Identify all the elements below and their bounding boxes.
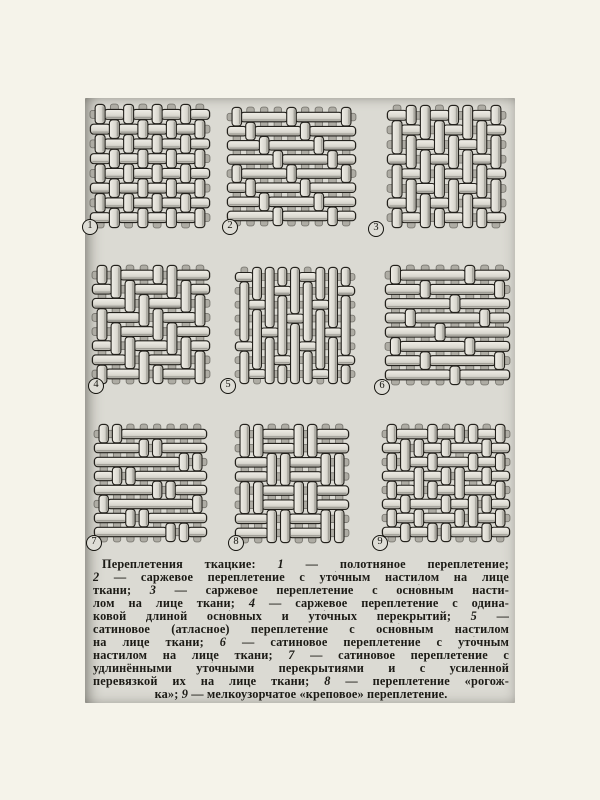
figure-number-2: 2: [222, 219, 238, 235]
weave-pattern-satin_warp: [238, 270, 352, 381]
caption-line: ковой длиной осно́вных и уто́чных перекрытий; 5 —: [93, 610, 509, 623]
caption-line: перевязкой их на лице ткани; 8 — переплетение «рогож-: [93, 675, 509, 688]
figure-number-7: 7: [86, 535, 102, 551]
weave-pattern-crepe: [385, 427, 507, 539]
caption-line: настилом на лице ткани; 7 — сатиновое переплетение с: [93, 649, 509, 662]
caption-line: удлинёнными уто́чными перекрытиями и с усиленной: [93, 662, 509, 675]
caption-line: на лице ткани; 6 — сатиновое переплетение с уто́чным: [93, 636, 509, 649]
weave-figure-4: [93, 268, 207, 390]
figure-number-8: 8: [228, 535, 244, 551]
caption-line: Переплетения ткацкие: 1 — полотняное переплетение;: [102, 558, 509, 571]
caption-line: сатиновое (атласное) переплетение с осно́вным настилом: [93, 623, 509, 636]
weave-figure-7: [91, 427, 204, 547]
figure-number-6: 6: [374, 379, 390, 395]
weave-figure-1: [87, 107, 207, 231]
weave-figure-8: [233, 427, 346, 547]
weave-pattern-basket: [238, 427, 346, 540]
weave-pattern-twill_warp: [390, 108, 503, 225]
figure-number-5: 5: [220, 378, 236, 394]
figure-caption: [93, 558, 509, 701]
caption-line: 2 — саржевое переплетение с уто́чным настилом на лице: [93, 571, 509, 584]
figure-number-9: 9: [372, 535, 388, 551]
scanned-page: [85, 98, 515, 703]
weave-figure-5: [225, 270, 352, 390]
weave-figure-6: [379, 268, 507, 391]
caption-line: ткани; 3 — саржевое переплетение с осно́вным насти-: [93, 584, 509, 597]
weave-pattern-satin_weft_long: [97, 427, 204, 539]
weave-figure-2: [227, 110, 353, 231]
weave-figure-3: [373, 108, 503, 233]
caption-line: ка»; 9 — мелкоузорчатое «креповое» переплетение.: [154, 688, 448, 701]
weave-figure-9: [377, 427, 507, 547]
weave-pattern-twill_weft: [230, 110, 353, 223]
figure-number-4: 4: [88, 378, 104, 394]
weave-pattern-plain: [93, 107, 207, 225]
figure-number-3: 3: [368, 221, 384, 237]
caption-line: лом на лице ткани; 4 — саржевое переплетение с одина-: [93, 597, 509, 610]
figure-number-1: 1: [82, 219, 98, 235]
weave-pattern-twill_balanced: [95, 268, 207, 381]
weave-pattern-satin_weft: [388, 268, 507, 382]
